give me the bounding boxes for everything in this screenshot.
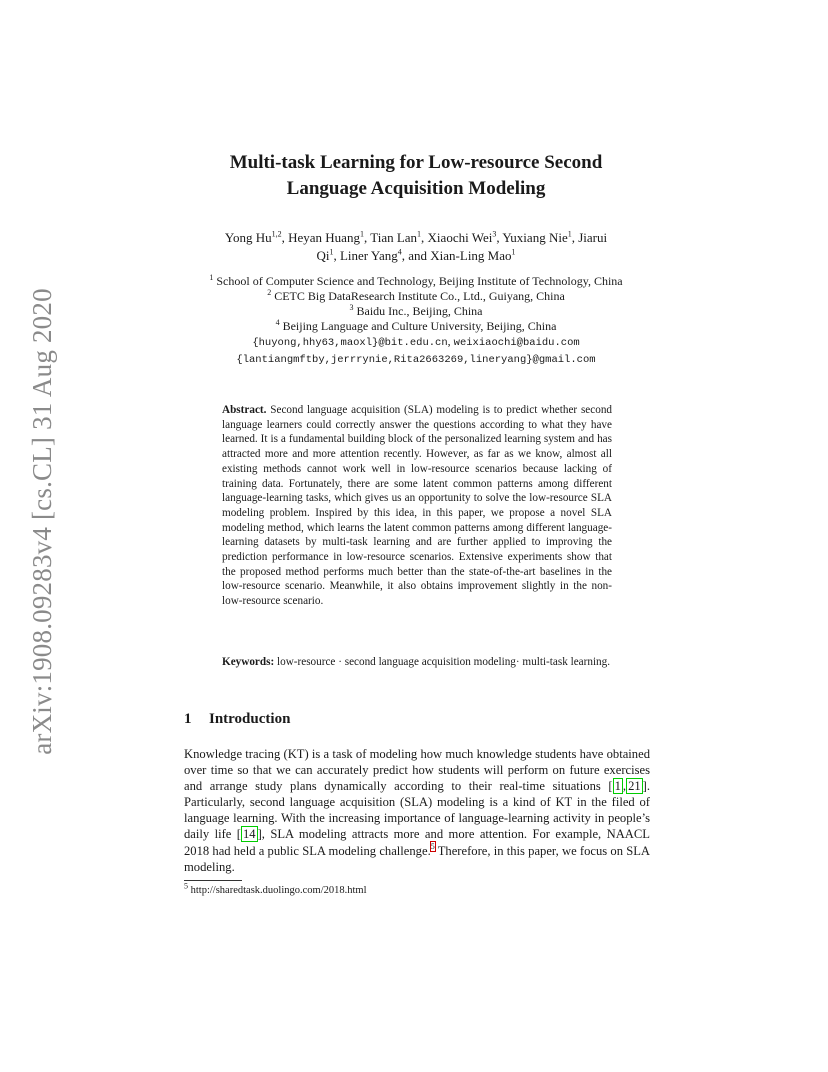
citation-link[interactable]: 14 — [243, 827, 256, 842]
author-name: Xian-Ling Mao — [430, 248, 512, 263]
email-address[interactable]: {huyong,hhy63,maoxl}@bit.edu.cn — [252, 337, 448, 349]
citation-link[interactable]: 1 — [614, 779, 621, 794]
abstract-label: Abstract. — [222, 404, 267, 416]
section-title: Introduction — [209, 711, 291, 727]
abstract-text: Second language acquisition (SLA) modeling is to predict whether second language learners could correctly answer the questions according to what they have learned. It is a fundamental building block of the personalized learning system and has attracted more and more attention recently. However, as far as we know, almost all existing methods cannot work well in low-resource scenarios because lacking of training data. Fortunately, there are some latent common patterns among different language-learning tasks, which gives us an opportunity to solve the low-resource SLA modeling problem. Inspired by this idea, in this paper, we propose a novel SLA modeling method, which learns the latent common patterns among different language-learning datasets by multi-task learning and are further applied to improving the prediction performance in low-resource scenarios. Extensive experiments show that the proposed method performs much better than the state-of-the-art baselines in the low-resource scenario. Meanwhile, it also obtains improvement slightly in the non-low-resource scenario. — [222, 404, 613, 608]
author-affil-mark: 1 — [329, 247, 334, 257]
author-affil-mark: 1,2 — [271, 229, 282, 239]
author-line-1: Yong Hu$^{1,2}$, Heyan Huang$^1$, Tian Lan$^1$, Xiaochi Wei$^3$, Yuxiang Nie$^1$, Jiarui — [224, 229, 608, 245]
abstract — [222, 403, 612, 609]
author-name: Tian Lan — [370, 230, 418, 245]
arxiv-sidebar — [22, 282, 62, 760]
title-line-2: Language Acquisition Modeling — [286, 178, 546, 199]
author-name: Xiaochi Wei — [427, 230, 493, 245]
author-affil-mark: 1 — [417, 229, 422, 239]
citation-link[interactable]: 21 — [628, 779, 641, 794]
author-name: Qi — [316, 248, 330, 263]
footnote-link[interactable]: 5 — [430, 842, 435, 852]
keywords-text: low-resource · second language acquisition modeling· multi-task learning. — [277, 656, 611, 668]
author-name: Yong Hu — [224, 230, 272, 245]
author-affil-mark: 1 — [567, 229, 572, 239]
author-line-2: Qi$^1$, Liner Yang$^4$, and Xian-Ling Mao$^1$ — [316, 247, 516, 263]
author-name: Jiarui — [578, 230, 608, 245]
email-address[interactable]: {lantiangmftby,jerrrynie,Rita2663269,lineryang}@gmail.com — [236, 354, 596, 366]
footnote-number: 5 — [184, 881, 188, 891]
keywords — [222, 655, 612, 670]
author-name: Liner Yang — [339, 248, 398, 263]
footnote-divider — [184, 880, 242, 881]
section-heading — [184, 711, 290, 728]
author-name: Heyan Huang — [288, 230, 360, 245]
affiliation-line: $^2$ CETC Big DataResearch Institute Co., Ltd., Guiyang, China — [267, 288, 565, 303]
keywords-label: Keywords: — [222, 656, 275, 668]
affiliation-line: $^3$ Baidu Inc., Beijing, China — [349, 303, 483, 318]
author-affil-mark: 1 — [511, 247, 516, 257]
author-list — [160, 229, 672, 265]
affiliation-line: $^1$ School of Computer Science and Technology, Beijing Institute of Technology, China — [209, 273, 623, 288]
footnote — [184, 881, 367, 896]
email-address[interactable]: weixiaochi@baidu.com — [453, 337, 580, 349]
section-number: 1 — [184, 711, 192, 727]
footnote-url[interactable]: http://sharedtask.duolingo.com/2018.html — [190, 885, 367, 896]
title-line-1: Multi-task Learning for Low-resource Second — [229, 152, 603, 173]
intro-paragraph: Knowledge tracing (KT) is a task of modeling how much knowledge students have obtained over time so that we can accurately predict how students will perform on future exercises and arrange study plans dynamically according to their real-time situations [ 1 , 21 ]. Particularly, second language acquisition (SLA) modeling is a kind of KT in the filed of language learning. With the increasing importance of language-learning activity in people’s daily life [ 14 ], SLA modeling attracts more and more attention. For example, NAACL 2018 had held a public SLA modeling challenge.$^5$ Therefore, in this paper, we focus on SLA modeling. — [184, 747, 650, 874]
email-line-2 — [140, 351, 692, 368]
affiliation-line: $^4$ Beijing Language and Culture University, Beijing, China — [275, 318, 557, 333]
email-line-1: {huyong,hhy63,maoxl}@bit.edu.cn, weixiaochi@baidu.com — [252, 334, 580, 349]
author-affil-mark: 4 — [397, 247, 402, 257]
author-affil-mark: 3 — [492, 229, 497, 239]
arxiv-identifier: arXiv:1908.09283v4 [cs.CL] 31 Aug 2020 — [26, 287, 57, 755]
author-name: Yuxiang Nie — [502, 230, 568, 245]
author-affil-mark: 1 — [359, 229, 364, 239]
affiliations — [140, 274, 692, 368]
paper-title — [140, 150, 692, 202]
